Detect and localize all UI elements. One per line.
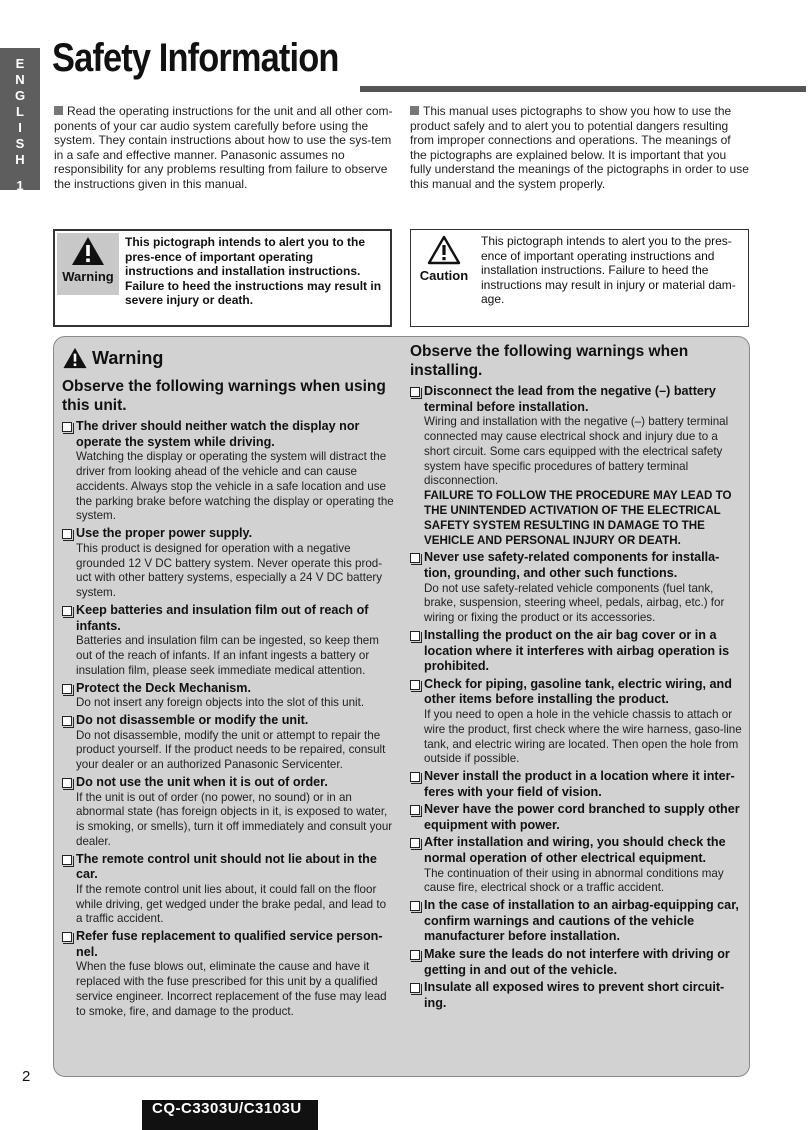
warning-description: This pictograph intends to alert you to the pres-ence of important operating instructions and installation instructions. Failure to heed the instructions may result in severe injury or death. — [125, 235, 382, 308]
language-tab — [0, 48, 40, 193]
item-text: Do not use safety-related vehicle components (fuel tank, brake, suspension, steering wheel, pedals, airbag, etc.) for wiring or fixing the product or its accessories. — [424, 581, 725, 625]
caution-description: This pictograph intends to alert you to the pres-ence of important operating instructions and installation instructions. Failure to heed the instructions may result in injury or material dam-age. — [481, 234, 736, 307]
tab-letter: S — [15, 136, 25, 151]
warning-panel — [53, 336, 750, 1077]
item-title: Never have the power cord branched to supply other equipment with power. — [424, 802, 740, 832]
tab-letter: N — [15, 72, 25, 87]
using-warnings-column — [62, 337, 394, 1022]
item-title: Protect the Deck Mechanism. — [76, 680, 251, 695]
list-item — [62, 681, 394, 711]
list-item — [410, 769, 742, 800]
item-title: Installing the product on the air bag cover or in a location where it interferes with airbag operation is prohibited. — [424, 627, 730, 674]
checkbox-bullet-icon — [410, 631, 420, 641]
warning-triangle-icon — [62, 346, 88, 370]
bullet-square-icon — [410, 106, 419, 115]
caution-label: Caution — [419, 268, 469, 283]
list-item — [410, 802, 742, 833]
warning-label: Warning — [62, 269, 114, 284]
list-item — [62, 713, 394, 773]
item-title: Make sure the leads do not interfere with driving or getting in and out of the vehicle. — [424, 947, 730, 977]
list-item — [62, 419, 394, 524]
list-item — [62, 603, 394, 679]
title-rule — [360, 86, 806, 92]
item-title: The remote control unit should not lie about in the car. — [76, 851, 377, 882]
item-text: Do not insert any foreign objects into the slot of this unit. — [76, 696, 365, 710]
intro-right — [410, 104, 750, 192]
intro-right-text: This manual uses pictographs to show you how to use the product safely and to alert you to potential dangers resulting from improper connections and operations. The meanings of the pictographs are explained below. It is important that you fully understand the meanings of the pictographs in order to use this manual and the system properly. — [410, 104, 749, 191]
item-title: Disconnect the lead from the negative (–) battery terminal before installation. — [424, 384, 716, 414]
list-item — [410, 677, 742, 767]
item-text: Do not disassemble, modify the unit or attempt to repair the product yourself. If the product needs to be repaired, consult your dealer or an authorized Panasonic Servicenter. — [76, 728, 386, 772]
item-title: The driver should neither watch the display nor operate the system while driving. — [76, 419, 360, 449]
tab-letter: H — [15, 152, 25, 167]
warning-pictograph-box — [53, 229, 392, 327]
tab-letter: G — [14, 88, 26, 103]
item-text: If the remote control unit lies about, it could fall on the floor while driving, get wedged under the brake pedal, and lead to a traffic accident. — [76, 882, 387, 926]
list-item — [62, 852, 394, 928]
item-title: Insulate all exposed wires to prevent short circuit-ing. — [424, 980, 725, 1010]
using-section-title: Observe the following warnings when using this unit. — [62, 378, 386, 414]
warning-heading-label: Warning — [92, 347, 164, 368]
item-title: Check for piping, gasoline tank, electric wiring, and other items before installing the product. — [424, 676, 732, 707]
warning-heading — [62, 345, 394, 371]
page-number: 2 — [22, 1068, 31, 1085]
item-text: The continuation of their using in abnormal conditions may cause fire, electrical shock or a traffic accident. — [424, 866, 724, 895]
checkbox-bullet-icon — [410, 805, 420, 815]
item-text: Batteries and insulation film can be ingested, so keep them out of the reach of infants. If an infant ingests a battery or insulation film, please seek immediate medical attention. — [76, 634, 379, 677]
item-title: After installation and wiring, you should check the normal operation of other electrical equipment. — [424, 835, 726, 866]
item-title: Never use safety-related components for installa-tion, grounding, and other such functions. — [424, 550, 720, 580]
bullet-square-icon — [54, 106, 63, 115]
tab-letter: I — [18, 120, 22, 135]
list-item — [410, 980, 742, 1011]
item-title: Keep batteries and insulation film out of reach of infants. — [76, 602, 369, 633]
checkbox-bullet-icon — [62, 855, 72, 865]
list-item — [62, 775, 394, 850]
warning-pictograph — [57, 233, 119, 295]
item-title: Use the proper power supply. — [76, 526, 253, 541]
item-text: Wiring and installation with the negative (–) battery terminal connected may cause electrical shock and injury due to a short circuit. Some cars equipped with the electrical safety system have specific procedures of battery terminal disconnection. — [424, 415, 729, 488]
intro-left-text: Read the operating instructions for the unit and all other com-ponents of your car audio system carefully before using the system. They contain instructions about how to use the sys-tem in a safe and effective manner. Panasonic assumes no responsibility for any problems resulting from failure to observe the instructions given in this manual. — [54, 104, 393, 191]
checkbox-bullet-icon — [62, 778, 72, 788]
language-letters — [0, 56, 40, 168]
item-emphasis-text: FAILURE TO FOLLOW THE PROCEDURE MAY LEAD TO THE UNINTENDED ACTIVATION OF THE ELECTRICAL SAFETY SYSTEM RESULTING IN DAMAGE TO THE VEHICLE AND PERSONAL INJURY OR DEATH. — [424, 489, 732, 547]
intro-left — [54, 104, 394, 192]
item-text: This product is designed for operation with a negative grounded 12 V DC battery system. Never operate this prod-uct with other battery systems, especially a 24 V DC battery system. — [76, 541, 383, 600]
item-title: In the case of installation to an airbag-equipping car, confirm warnings and cautions of the vehicle manufacturer before installation. — [424, 898, 739, 944]
section-number: 1 — [16, 178, 24, 193]
model-number-tab — [142, 1100, 318, 1130]
item-title: Do not use the unit when it is out of order. — [76, 774, 328, 789]
checkbox-bullet-icon — [410, 387, 420, 397]
installing-warnings-column — [410, 337, 742, 1013]
list-item — [410, 835, 742, 896]
checkbox-bullet-icon — [410, 680, 420, 690]
tab-letter: L — [16, 104, 24, 119]
item-title: Never install the product in a location where it inter-feres with your field of vision. — [424, 769, 735, 799]
checkbox-bullet-icon — [62, 932, 72, 942]
list-item — [410, 384, 742, 548]
item-text: If you need to open a hole in the vehicle chassis to attach or wire the product, first check where the wire harness, gaso-line tank, and electric wiring are located. Then open the hole from outside if possible. — [424, 707, 742, 766]
checkbox-bullet-icon — [62, 684, 72, 694]
checkbox-bullet-icon — [62, 422, 72, 432]
checkbox-bullet-icon — [62, 606, 72, 616]
item-text: Watching the display or operating the system will distract the driver from looking ahead of the vehicle and can cause accidents. Always stop the vehicle in a safe location and use the parking brake before watching the display or operating the system. — [76, 450, 394, 523]
caution-pictograph — [413, 232, 475, 294]
list-item — [410, 898, 742, 945]
list-item — [410, 550, 742, 626]
item-text: If the unit is out of order (no power, no sound) or in an abnormal state (has foreign objects in it, is exposed to water, is smoking, or smells), turn it off immediately and consult your dealer. — [76, 790, 393, 848]
tab-letter: E — [15, 56, 25, 71]
page-title: Safety Information — [52, 36, 339, 80]
list-item — [410, 947, 742, 978]
item-title: Do not disassemble or modify the unit. — [76, 712, 309, 727]
item-title: Refer fuse replacement to qualified service person-nel. — [76, 929, 383, 959]
model-number: CQ-C3303U/C3103U — [152, 1100, 302, 1117]
item-text: When the fuse blows out, eliminate the cause and have it replaced with the fuse prescribed for this unit by a qualified service engineer. Incorrect replacement of the fuse may lead to smoke, fire, and damage to the product. — [76, 960, 387, 1018]
caution-pictograph-box — [410, 229, 749, 327]
checkbox-bullet-icon — [410, 983, 420, 993]
installing-section-title: Observe the following warnings when installing. — [410, 343, 689, 379]
checkbox-bullet-icon — [410, 553, 420, 563]
list-item — [410, 628, 742, 675]
list-item — [62, 526, 394, 601]
caution-triangle-icon — [426, 234, 462, 266]
checkbox-bullet-icon — [410, 772, 420, 782]
checkbox-bullet-icon — [410, 901, 420, 911]
checkbox-bullet-icon — [62, 716, 72, 726]
warning-triangle-icon — [70, 235, 106, 267]
checkbox-bullet-icon — [410, 950, 420, 960]
checkbox-bullet-icon — [410, 838, 420, 848]
list-item — [62, 929, 394, 1019]
checkbox-bullet-icon — [62, 529, 72, 539]
